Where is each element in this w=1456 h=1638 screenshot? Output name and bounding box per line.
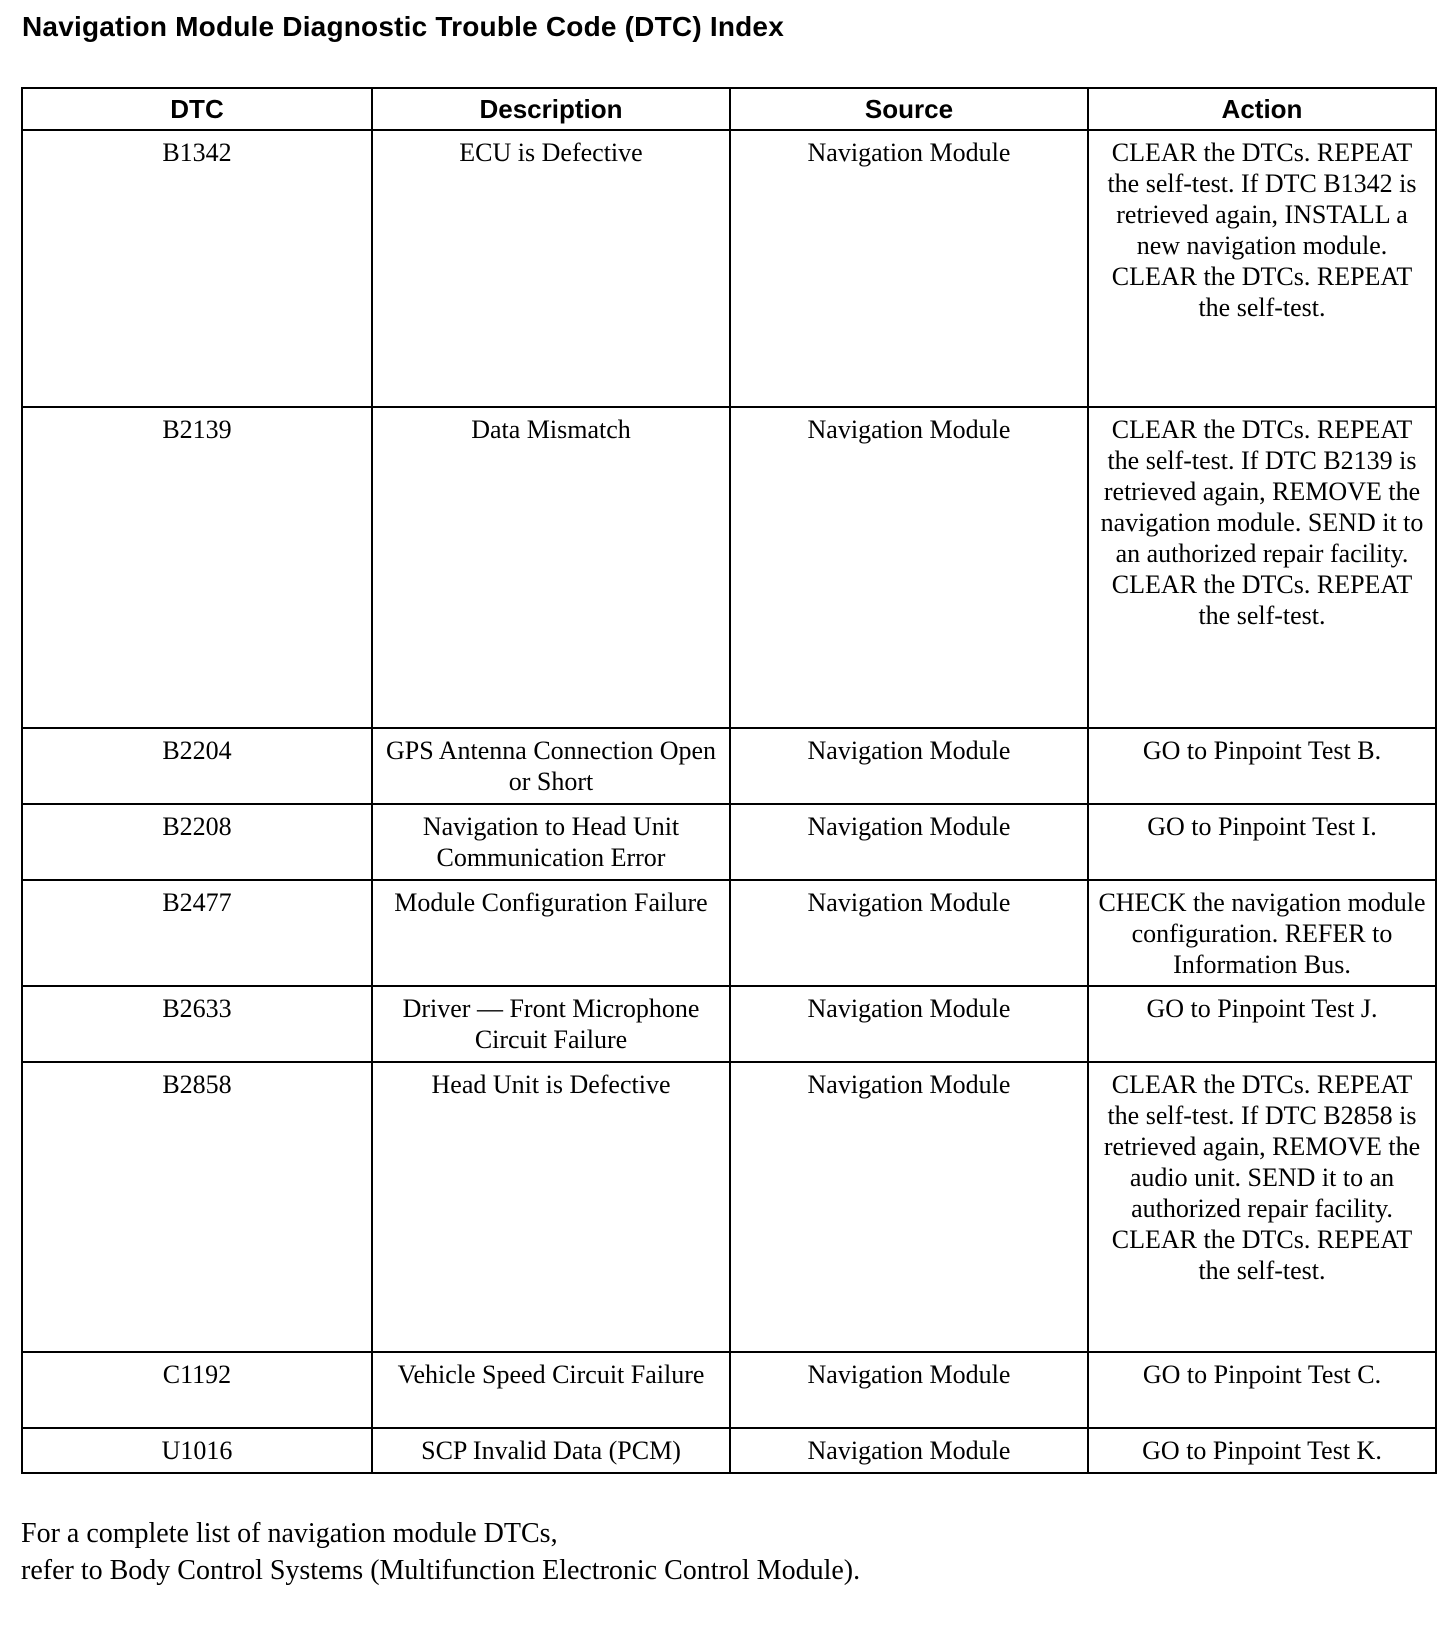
table-header-row [22, 88, 1436, 130]
table-row [22, 880, 1436, 986]
table-row [22, 1352, 1436, 1428]
table-row [22, 1062, 1436, 1352]
description-cell: Vehicle Speed Circuit Failure [372, 1352, 730, 1428]
column-header-description: Description [372, 88, 730, 130]
table-row [22, 1428, 1436, 1473]
description-cell: Driver — Front Microphone Circuit Failure [372, 986, 730, 1062]
source-cell: Navigation Module [730, 880, 1088, 986]
source-cell: Navigation Module [730, 728, 1088, 804]
dtc-code-cell: U1016 [22, 1428, 372, 1473]
description-cell: GPS Antenna Connection Open or Short [372, 728, 730, 804]
description-cell: Module Configuration Failure [372, 880, 730, 986]
description-cell: SCP Invalid Data (PCM) [372, 1428, 730, 1473]
action-cell: GO to Pinpoint Test B. [1088, 728, 1436, 804]
description-cell: Data Mismatch [372, 407, 730, 728]
source-cell: Navigation Module [730, 1352, 1088, 1428]
description-cell: ECU is Defective [372, 130, 730, 407]
action-cell: GO to Pinpoint Test C. [1088, 1352, 1436, 1428]
column-header-source: Source [730, 88, 1088, 130]
description-cell: Head Unit is Defective [372, 1062, 730, 1352]
action-cell: CLEAR the DTCs. REPEAT the self-test. If DTC B2858 is retrieved again, REMOVE the audio unit. SEND it to an authorized repair facility. CLEAR the DTCs. REPEAT the self-test. [1088, 1062, 1436, 1352]
page-title: Navigation Module Diagnostic Trouble Code (DTC) Index [22, 11, 784, 42]
source-cell: Navigation Module [730, 130, 1088, 407]
action-cell: CLEAR the DTCs. REPEAT the self-test. If DTC B2139 is retrieved again, REMOVE the navigation module. SEND it to an authorized repair facility. CLEAR the DTCs. REPEAT the self-test. [1088, 407, 1436, 728]
description-cell: Navigation to Head Unit Communication Error [372, 804, 730, 880]
action-cell: GO to Pinpoint Test J. [1088, 986, 1436, 1062]
dtc-code-cell: B1342 [22, 130, 372, 407]
dtc-code-cell: B2208 [22, 804, 372, 880]
table-row [22, 986, 1436, 1062]
dtc-code-cell: B2633 [22, 986, 372, 1062]
action-cell: GO to Pinpoint Test K. [1088, 1428, 1436, 1473]
source-cell: Navigation Module [730, 407, 1088, 728]
table-row [22, 728, 1436, 804]
dtc-code-cell: C1192 [22, 1352, 372, 1428]
dtc-code-cell: B2204 [22, 728, 372, 804]
column-header-action: Action [1088, 88, 1436, 130]
dtc-code-cell: B2858 [22, 1062, 372, 1352]
source-cell: Navigation Module [730, 804, 1088, 880]
footnote-line-2: refer to Body Control Systems (Multifunction Electronic Control Module). [21, 1555, 861, 1586]
source-cell: Navigation Module [730, 1428, 1088, 1473]
action-cell: GO to Pinpoint Test I. [1088, 804, 1436, 880]
footnote-line-1: For a complete list of navigation module DTCs, [21, 1518, 558, 1549]
footnote [21, 1515, 860, 1589]
column-header-dtc: DTC [22, 88, 372, 130]
table-row [22, 804, 1436, 880]
table-row [22, 407, 1436, 728]
source-cell: Navigation Module [730, 986, 1088, 1062]
dtc-code-cell: B2139 [22, 407, 372, 728]
source-cell: Navigation Module [730, 1062, 1088, 1352]
action-cell: CLEAR the DTCs. REPEAT the self-test. If DTC B1342 is retrieved again, INSTALL a new navigation module. CLEAR the DTCs. REPEAT the self-test. [1088, 130, 1436, 407]
table-row [22, 130, 1436, 407]
dtc-index-table [21, 87, 1437, 1474]
dtc-code-cell: B2477 [22, 880, 372, 986]
action-cell: CHECK the navigation module configuration. REFER to Information Bus. [1088, 880, 1436, 986]
